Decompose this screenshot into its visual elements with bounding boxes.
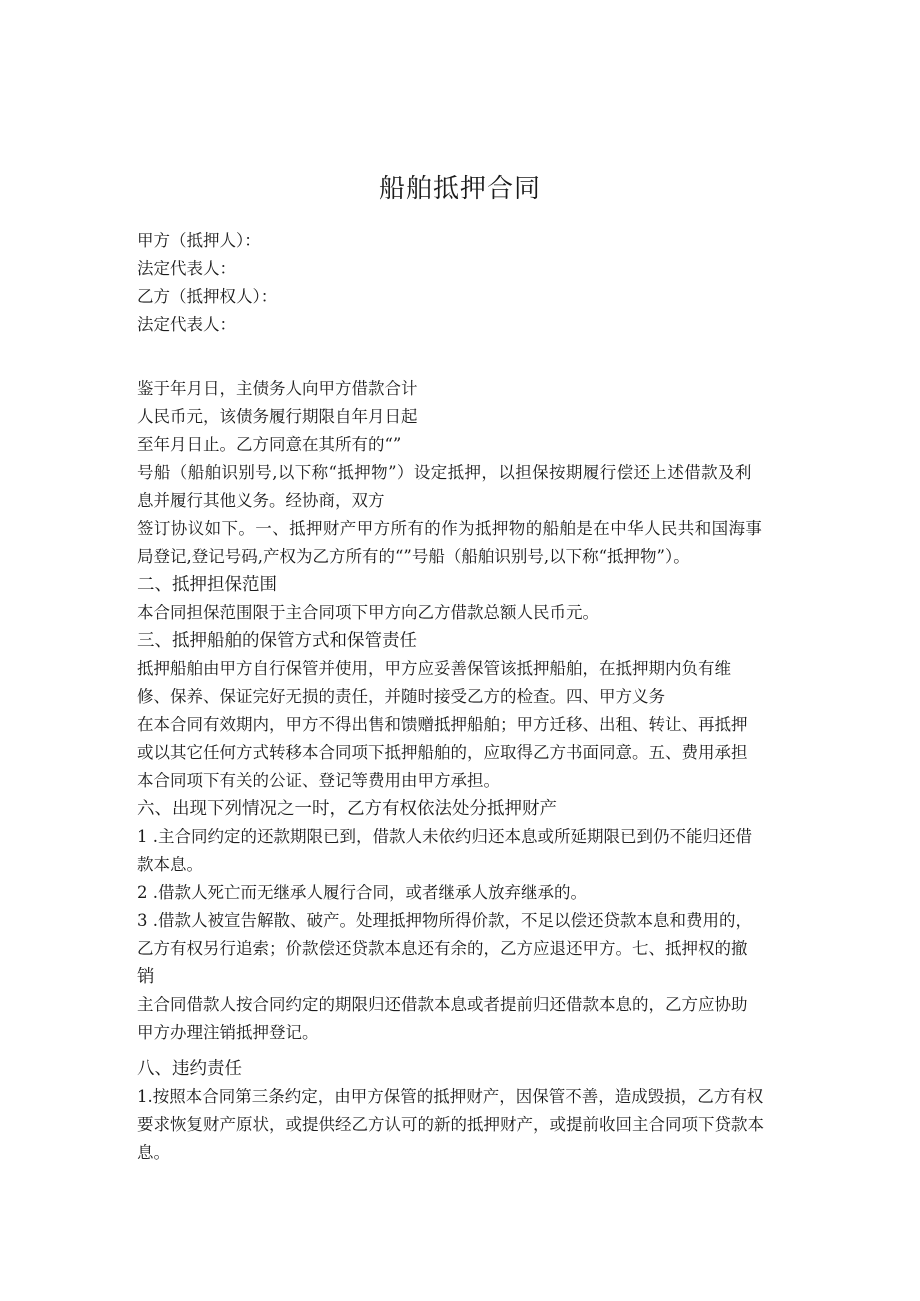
list-item-continuation: 销 (137, 967, 155, 987)
body-line: 1.按照本合同第三条约定，由甲方保管的抵押财产，因保管不善，造成毁损，乙方有权 (137, 1087, 764, 1106)
list-item-continuation: 乙方有权另行追索；价款偿还贷款本息还有余的，乙方应退还甲方。七、抵押权的撤 (137, 939, 748, 958)
body-line: 修、保养、保证完好无损的责任，并随时接受乙方的检查。四、甲方义务 (137, 687, 665, 706)
body-line: 鉴于年月日，主债务人向甲方借款合计 (137, 379, 418, 398)
section-heading: 二、抵押担保范围 (137, 575, 277, 595)
body-line: 人民币元，该债务履行期限自年月日起 (137, 407, 418, 426)
list-item-continuation: 款本息。 (137, 855, 203, 874)
body-line: 在本合同有效期内，甲方不得出售和馈赠抵押船舶；甲方迁移、出租、转让、再抵押 (137, 715, 748, 734)
body-line: 本合同担保范围限于主合同项下甲方向乙方借款总额人民币元。 (137, 603, 599, 622)
body-line: 抵押船舶由甲方自行保管并使用，甲方应妥善保管该抵押船舶，在抵押期内负有维 (137, 659, 731, 678)
body-line: 主合同借款人按合同约定的期限归还借款本息或者提前归还借款本息的，乙方应协助 (137, 995, 748, 1014)
body-line: 号船（船舶识别号,以下称“抵押物”）设定抵押，以担保按期履行偿还上述借款及利 (137, 463, 752, 482)
section-heading: 八、违约责任 (137, 1059, 242, 1079)
party-a-representative: 法定代表人： (137, 259, 236, 278)
body-line: 或以其它任何方式转移本合同项下抵押船舶的，应取得乙方书面同意。五、费用承担 (137, 743, 748, 762)
party-a: 甲方（抵押人）： (137, 231, 261, 250)
body-line: 息并履行其他义务。经协商，双方 (137, 491, 385, 510)
body-line: 局登记,登记号码,产权为乙方所有的“”号船（船舶识别号,以下称“抵押物”）。 (137, 547, 690, 566)
spacer (137, 339, 787, 375)
body-line: 息。 (137, 1143, 170, 1162)
list-item: 2 .借款人死亡而无继承人履行合同，或者继承人放弃继承的。 (137, 883, 587, 902)
body-line: 要求恢复财产原状，或提供经乙方认可的新的抵押财产，或提前收回主合同项下贷款本 (137, 1115, 764, 1134)
section-heading: 三、抵押船舶的保管方式和保管责任 (137, 631, 417, 651)
body-line: 甲方办理注销抵押登记。 (137, 1023, 319, 1042)
body-line: 本合同项下有关的公证、登记等费用由甲方承担。 (137, 771, 500, 790)
list-item: 1 .主合同约定的还款期限已到，借款人未依约归还本息或所延期限已到仍不能归还借 (137, 827, 752, 846)
party-b: 乙方（抵押权人）： (137, 287, 278, 306)
document-title: 船舶抵押合同 (378, 174, 541, 204)
spacer (137, 1047, 787, 1055)
body-line: 至年月日止。乙方同意在其所有的“” (137, 435, 402, 454)
document-body (137, 227, 787, 1167)
list-item: 3 .借款人被宣告解散、破产。处理抵押物所得价款，不足以偿还贷款本息和费用的， (137, 911, 752, 930)
party-b-representative: 法定代表人： (137, 315, 236, 334)
section-heading: 六、出现下列情况之一时，乙方有权依法处分抵押财产 (137, 799, 557, 819)
body-line: 签订协议如下。一、抵押财产甲方所有的作为抵押物的船舶是在中华人民共和国海事 (137, 519, 763, 538)
